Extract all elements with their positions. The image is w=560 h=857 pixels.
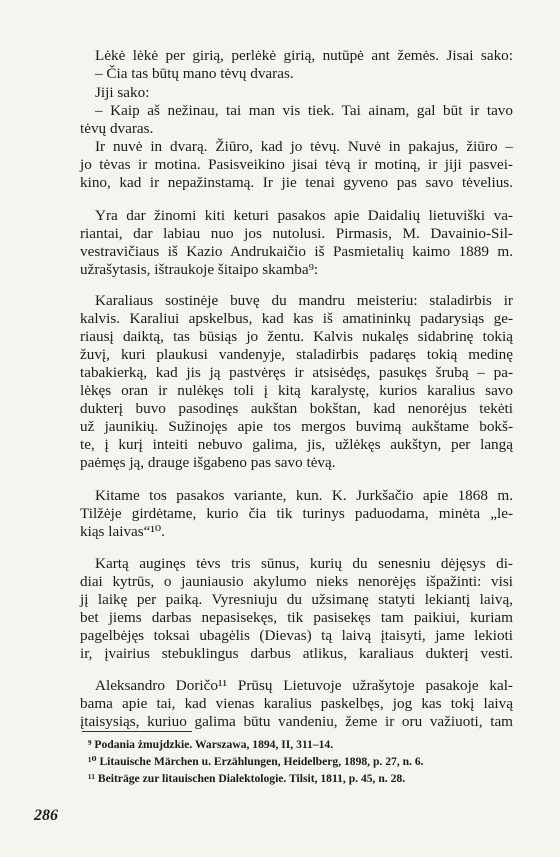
text-line: pagelbėjęs toksai ubagėlis (Dievas) tą laivą įtaisyti, jame lekioti: [80, 627, 513, 644]
text-line: Ir nuvė in dvarą. Žiūro, kad jo tėvų. Nuvė in pakajus, žiūro –: [95, 138, 513, 155]
text-line: Karaliaus sostinėje buvę du mandru meisteriu: staladirbis ir: [95, 292, 513, 309]
footnote: ¹⁰ Litauische Märchen u. Erzählungen, Heidelberg, 1898, p. 27, n. 6.: [88, 755, 424, 768]
page-number: 286: [34, 807, 58, 824]
text-line: kiąs laivas“¹⁰.: [80, 523, 165, 540]
text-line: – Kaip aš nežinau, tai man vis tiek. Tai ainam, gal būt ir tavo: [95, 102, 513, 119]
text-line: už jaunikių. Sužinojęs apie tos mergos buvimą aukštame bokš-: [80, 418, 513, 435]
footnote: ⁹ Podania żmujdzkie. Warszawa, 1894, II, 311–14.: [88, 738, 334, 751]
text-line: ir, įvairius stebuklingus darbus atlikus, karaliaus dukterį vesti.: [80, 645, 513, 662]
text-line: lėkęs oran ir nulėkęs toli į kitą karalystę, kurios karalius savo: [80, 382, 513, 399]
text-line: riausį daiktą, tas būsiąs jo žentu. Kalvis nukalęs sidabrinę tokią: [80, 328, 513, 345]
text-line: Kitame tos pasakos variante, kun. K. Jurkšačio apie 1868 m.: [95, 487, 513, 504]
text-line: Jiji sako:: [95, 84, 150, 101]
text-line: tabakierką, kad jis ją pastvėręs ir atsisėdęs, pasukęs šrubą – pa-: [80, 364, 513, 381]
text-line: te, į kurį inteiti nebuvo galima, jis, užlėkęs aukštyn, per langą: [80, 436, 513, 453]
text-line: bama apie tai, kad vienas karalius paskelbęs, jog kas tokį laivą: [80, 695, 513, 712]
text-line: Kartą auginęs tėvs tris sūnus, kurių du senesniu dėjęsys di-: [95, 555, 513, 572]
text-line: žuvį, kuri plaukusi vandenyje, staladirbis padaręs tokią medinę: [80, 346, 513, 363]
text-line: įtaisysiąs, kuriuo galima būtu vandeniu, žeme ir oru važiuoti, tam: [80, 713, 513, 730]
text-line: bet jiems darbas nepasisekęs, tik pasisekęs tam paikiui, kuriam: [80, 609, 513, 626]
text-line: Lėkė lėkė per girią, perlėkė girią, nutūpė ant žemės. Jisai sako:: [95, 47, 513, 64]
text-line: diai kytrūs, o jauniausio akylumo nieks nenorėjęs išpažinti: visi: [80, 573, 513, 590]
text-line: dukterį buvo pasodinęs aukštan bokštan, kad nenorėjus tekėti: [80, 400, 513, 417]
text-line: Tilžėje girdėtame, kurio čia tik turinys paduodama, minėta „le-: [80, 505, 513, 522]
footnote: ¹¹ Beiträge zur litauischen Dialektologie. Tilsit, 1811, p. 45, n. 28.: [88, 772, 406, 785]
text-line: jo tėvas ir motina. Pasisveikino jisai tėvą ir motiną, ir jiji pasvei-: [80, 156, 513, 173]
text-line: kino, kad ir nepažinstamą. Ir jie tenai gyveno pas savo tėvelius.: [80, 174, 513, 191]
text-line: riantai, dar labiau nuo jos nutolusi. Pirmasis, M. Davainio-Sil-: [80, 225, 513, 242]
text-line: paėmęs ją, drauge išgabeno pas savo tėvą.: [80, 454, 336, 471]
footnote-divider: [82, 731, 192, 732]
text-line: kalvis. Karaliui apskelbus, kad kas iš amatininkų padarysiąs ge-: [80, 310, 513, 327]
text-line: – Čia tas būtų mano tėvų dvaras.: [95, 65, 294, 82]
text-line: Yra dar žinomi kiti keturi pasakos apie Daidalių lietuviški va-: [95, 207, 513, 224]
text-line: jį laikę per paiką. Vyresniuju du užsimanę statyti lekiantį laivą,: [80, 591, 513, 608]
text-line: Aleksandro Doričo¹¹ Prūsų Lietuvoje užrašytoje pasakoje kal-: [95, 677, 513, 694]
text-line: tėvų dvaras.: [80, 120, 154, 137]
text-line: užrašytasis, ištraukoje šitaipo skamba⁹:: [80, 261, 319, 278]
text-line: vestravičiaus iš Kazio Andrukaičio iš Pasmietalių kaimo 1889 m.: [80, 243, 513, 260]
